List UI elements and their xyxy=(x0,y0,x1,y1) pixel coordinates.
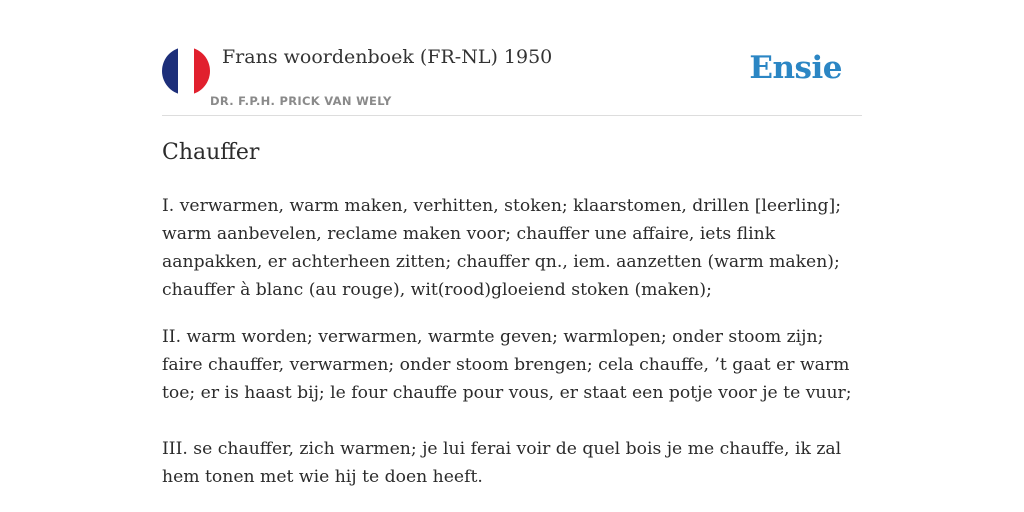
ensie-logo[interactable]: Ensie xyxy=(749,50,842,86)
france-flag-icon xyxy=(162,47,210,95)
entry-sense-2: II. warm worden; verwarmen, warmte geven; warmlopen; onder stoom zijn; faire chauffer, verwarmen; onder stoom brengen; cela chauffe, ’t gaat er warm toe; er is haast bij; le four chauffe pour vous, er staat een potje voor je te vuur; xyxy=(162,327,852,403)
dictionary-author: DR. F.P.H. PRICK VAN WELY xyxy=(210,94,392,108)
flag-stripe-blue xyxy=(162,47,178,95)
header-divider xyxy=(162,115,862,116)
dictionary-title[interactable]: Frans woordenboek (FR-NL) 1950 xyxy=(222,46,553,68)
entry-sense-3: III. se chauffer, zich warmen; je lui ferai voir de quel bois je me chauffe, ik zal hem tonen met wie hij te doen heeft. xyxy=(162,439,842,487)
entry-sense-1: I. verwarmen, warm maken, verhitten, stoken; klaarstomen, drillen [leerling]; warm aanbevelen, reclame maken voor; chauffer une affaire, iets flink aanpakken, er achterheen zitten; chauffer qn., iem. aanzetten (warm maken); chauffer à blanc (au rouge), wit(rood)gloeiend stoken (maken); xyxy=(162,196,842,300)
flag-stripe-white xyxy=(178,47,194,95)
entry-headword: Chauffer xyxy=(162,140,260,165)
flag-stripe-red xyxy=(194,47,210,95)
